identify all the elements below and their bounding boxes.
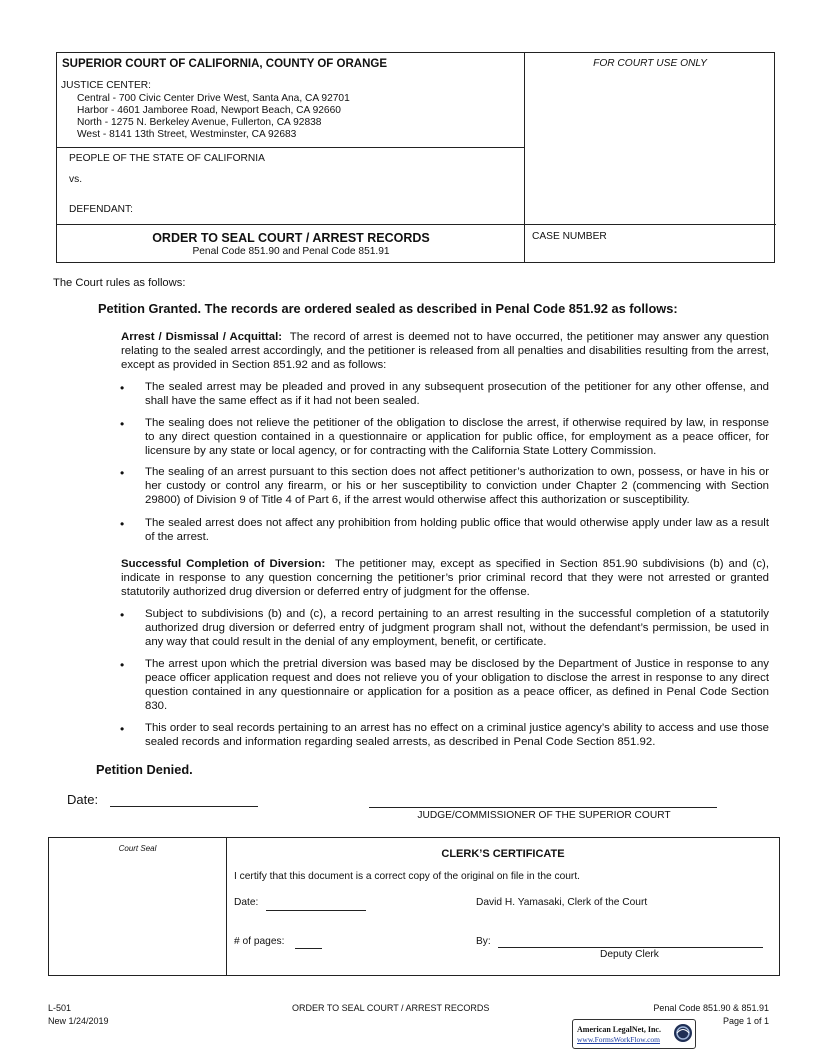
form-id: L-501 — [48, 1003, 72, 1013]
list-item: This order to seal records pertaining to an arrest has no effect on a criminal justice agency’s ability to access and use those sealed records and information regarding sealed arrests, as described in Penal Code Section 851.92. — [145, 722, 769, 748]
justice-center-address: West - 8141 13th Street, Westminster, CA 92683 — [77, 129, 297, 140]
order-title: ORDER TO SEAL COURT / ARREST RECORDS — [152, 231, 430, 245]
justice-center-address: North - 1275 N. Berkeley Avenue, Fullerton, CA 92838 — [77, 117, 322, 128]
pages-field[interactable] — [295, 948, 322, 949]
bullet-icon: • — [120, 658, 125, 672]
list-item: The sealing of an arrest pursuant to this section does not affect petitioner’s authorization to own, possess, or have in his or her custody or control any firearm, or his or her susceptibility to conviction under Chapter 2 (commencing with Section 29800) of Division 9 of Title 4 of Part 6, if the arrest would otherwise affect this authorization or susceptibility. — [145, 466, 769, 506]
american-legalnet-logo[interactable] — [572, 1019, 696, 1049]
clerk-certificate-title: CLERK’S CERTIFICATE — [441, 848, 565, 860]
deputy-clerk-label: Deputy Clerk — [600, 949, 659, 960]
judge-signature-field[interactable] — [369, 807, 717, 808]
court-name: SUPERIOR COURT OF CALIFORNIA, COUNTY OF ORANGE — [62, 58, 387, 70]
clerk-certificate-box — [48, 837, 780, 976]
list-item: The sealed arrest does not affect any prohibition from holding public office that would otherwise apply under law as a result of the arrest. — [145, 517, 769, 543]
date-field[interactable] — [110, 806, 258, 807]
order-subtitle: Penal Code 851.90 and Penal Code 851.91 — [192, 246, 390, 257]
clerk-date-label: Date: — [234, 897, 259, 908]
logo-name: American LegalNet, Inc. — [577, 1025, 661, 1034]
bullet-icon: • — [120, 381, 125, 395]
rules-intro: The Court rules as follows: — [53, 277, 186, 289]
bullet-icon: • — [120, 517, 125, 531]
justice-center-label: JUSTICE CENTER: — [61, 80, 151, 91]
arrest-paragraph — [121, 330, 769, 372]
footer-code: Penal Code 851.90 & 851.91 — [653, 1003, 769, 1013]
petition-granted-heading: Petition Granted. The records are ordered sealed as described in Penal Code 851.92 as follows: — [98, 301, 678, 316]
bullet-icon: • — [120, 608, 125, 622]
case-number-field[interactable]: CASE NUMBER — [532, 231, 607, 242]
court-seal-label: Court Seal — [118, 844, 157, 853]
date-label: Date: — [67, 792, 99, 807]
for-court-use-label: FOR COURT USE ONLY — [593, 58, 707, 69]
defendant-field[interactable]: DEFENDANT: — [69, 204, 133, 215]
list-item: The arrest upon which the pretrial diversion was based may be disclosed by the Department of Justice in response to any peace officer application request and does not relieve you of your obligation to disclose the arrest in response to any direct question contained in any questionnaire or application for a position as a peace officer, as defined in Penal Code Section 830. — [145, 658, 769, 712]
clerk-date-field[interactable] — [266, 910, 366, 911]
justice-center-address: Central - 700 Civic Center Drive West, Santa Ana, CA 92701 — [77, 93, 350, 104]
list-item: The sealing does not relieve the petitioner of the obligation to disclose the arrest, if otherwise required by law, in response to any direct question contained in a questionnaire or application for public office, for employment as a peace officer, for licensure by any state or local agency, or for contracting with the California State Lottery Commission. — [145, 417, 769, 457]
by-label: By: — [476, 936, 491, 947]
justice-center-address: Harbor - 4601 Jamboree Road, Newport Beach, CA 92660 — [77, 105, 341, 116]
clerk-name: David H. Yamasaki, Clerk of the Court — [476, 897, 648, 908]
list-item: The sealed arrest may be pleaded and proved in any subsequent prosecution of the petitioner for any other offense, and shall have the same effect as if it had not been sealed. — [145, 381, 769, 407]
diversion-paragraph — [121, 557, 769, 599]
form-revision: New 1/24/2019 — [48, 1016, 109, 1026]
arrest-text: The record of arrest is deemed not to have occurred, the petitioner may answer any question relating to the sealed arrest accordingly, and the petitioner is released from all penalties and disabilities resulting from the arrest, except as provided in Section 851.92 and as follows: — [121, 331, 770, 371]
arrest-lead: Arrest / Dismissal / Acquittal: — [121, 331, 283, 343]
diversion-text: The petitioner may, except as specified in Section 851.90 subdivisions (b) and (c), indicate in response to any question concerning the petitioner’s prior criminal record that they were not arrested or granted statutorily authorized drug diversion or deferred entry of judgment for the offense. — [121, 558, 769, 598]
diversion-lead: Successful Completion of Diversion: — [121, 558, 326, 570]
judge-label: JUDGE/COMMISSIONER OF THE SUPERIOR COURT — [417, 810, 671, 821]
certify-text: I certify that this document is a correct copy of the original on file in the court. — [234, 871, 580, 882]
pages-label: # of pages: — [234, 936, 285, 947]
globe-icon — [673, 1023, 693, 1043]
caption-box — [56, 52, 775, 263]
footer-title: ORDER TO SEAL COURT / ARREST RECORDS — [292, 1003, 490, 1013]
bullet-icon: • — [120, 722, 125, 736]
bullet-icon: • — [120, 466, 125, 480]
divider — [57, 224, 776, 225]
divider — [57, 147, 525, 148]
bullet-icon: • — [120, 417, 125, 431]
versus-label: vs. — [69, 174, 83, 185]
logo-url[interactable]: www.FormsWorkFlow.com — [577, 1035, 661, 1044]
list-item: Subject to subdivisions (b) and (c), a record pertaining to an arrest resulting in the successful completion of a statutorily authorized drug diversion or deferred entry of judgment program shall not, without the defendant’s permission, be used in any way that could result in the denial of any employment, benefit, or certificate. — [145, 608, 769, 648]
deputy-signature-field[interactable] — [498, 947, 763, 948]
page-number: Page 1 of 1 — [722, 1016, 769, 1026]
petition-denied-heading: Petition Denied. — [96, 762, 193, 777]
plaintiff-label: PEOPLE OF THE STATE OF CALIFORNIA — [69, 153, 265, 164]
